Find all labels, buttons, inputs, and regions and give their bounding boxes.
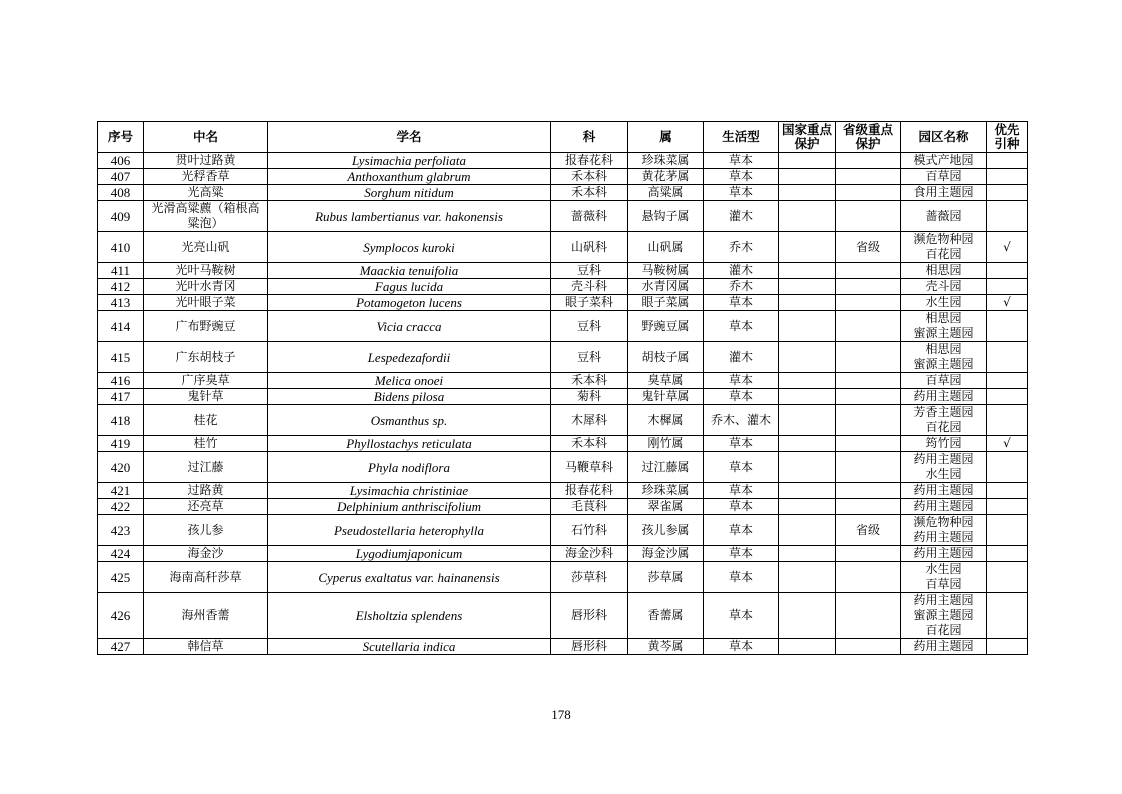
cell-scientific-name: Maackia tenuifolia (268, 263, 551, 279)
cell-life-form: 草本 (704, 546, 779, 562)
cell-scientific-name: Rubus lambertianus var. hakonensis (268, 201, 551, 232)
park-name: 药用主题园 (913, 530, 974, 544)
cell-national-protection (779, 593, 836, 639)
cell-number: 410 (98, 232, 144, 263)
table-row (98, 452, 1028, 483)
cell-family: 豆科 (551, 311, 628, 342)
cell-life-form: 草本 (704, 295, 779, 311)
cell-genus: 山矾属 (628, 232, 704, 263)
park-name: 濒危物种园 (913, 515, 974, 529)
cell-number: 412 (98, 279, 144, 295)
cell-park-name (901, 499, 987, 515)
table-row (98, 311, 1028, 342)
cell-chinese-name: 光稃香草 (144, 169, 268, 185)
cell-national-protection (779, 153, 836, 169)
cell-number: 419 (98, 436, 144, 452)
cell-national-protection (779, 295, 836, 311)
park-name: 百草园 (925, 169, 962, 183)
cell-life-form: 草本 (704, 562, 779, 593)
cell-number: 425 (98, 562, 144, 593)
table-row (98, 201, 1028, 232)
cell-park-name (901, 389, 987, 405)
cell-family: 山矾科 (551, 232, 628, 263)
park-name: 百草园 (925, 577, 962, 591)
cell-park-name (901, 405, 987, 436)
table-row (98, 153, 1028, 169)
cell-number: 421 (98, 483, 144, 499)
table-row (98, 373, 1028, 389)
cell-chinese-name: 孩儿参 (144, 515, 268, 546)
cell-chinese-name: 过江藤 (144, 452, 268, 483)
cell-priority (987, 201, 1028, 232)
cell-chinese-name: 光叶水青冈 (144, 279, 268, 295)
table-row (98, 263, 1028, 279)
cell-scientific-name: Cyperus exaltatus var. hainanensis (268, 562, 551, 593)
park-name: 水生园 (925, 467, 962, 481)
cell-chinese-name: 光叶眼子菜 (144, 295, 268, 311)
cell-national-protection (779, 169, 836, 185)
cell-family: 海金沙科 (551, 546, 628, 562)
cell-priority (987, 169, 1028, 185)
cell-chinese-name: 韩信草 (144, 639, 268, 655)
park-name: 蔷薇园 (925, 208, 962, 223)
cell-priority: √ (987, 436, 1028, 452)
cell-genus: 过江藤属 (628, 452, 704, 483)
table-row (98, 639, 1028, 655)
cell-scientific-name: Phyllostachys reticulata (268, 436, 551, 452)
cell-national-protection (779, 639, 836, 655)
table-row (98, 232, 1028, 263)
header-park-name: 园区名称 (901, 122, 987, 153)
cell-provincial-protection (836, 169, 901, 185)
cell-family: 禾本科 (551, 169, 628, 185)
cell-park-name (901, 279, 987, 295)
cell-park-name (901, 373, 987, 389)
park-name: 濒危物种园 (913, 232, 974, 246)
cell-chinese-name: 贯叶过路黄 (144, 153, 268, 169)
cell-scientific-name: Elsholtzia splendens (268, 593, 551, 639)
cell-provincial-protection (836, 373, 901, 389)
cell-number: 423 (98, 515, 144, 546)
park-name: 模式产地园 (913, 153, 974, 167)
park-name: 相思园 (925, 263, 962, 277)
cell-priority (987, 185, 1028, 201)
table-row (98, 405, 1028, 436)
cell-scientific-name: Symplocos kuroki (268, 232, 551, 263)
cell-chinese-name: 光高粱 (144, 185, 268, 201)
cell-park-name (901, 232, 987, 263)
cell-chinese-name: 海南高秆莎草 (144, 562, 268, 593)
cell-provincial-protection (836, 452, 901, 483)
cell-national-protection (779, 405, 836, 436)
header-life-form: 生活型 (704, 122, 779, 153)
cell-park-name (901, 436, 987, 452)
cell-genus: 野豌豆属 (628, 311, 704, 342)
cell-provincial-protection (836, 311, 901, 342)
cell-scientific-name: Lygodiumjaponicum (268, 546, 551, 562)
park-name: 相思园 (925, 342, 962, 356)
park-name: 食用主题园 (913, 185, 974, 199)
cell-genus: 香薷属 (628, 593, 704, 639)
cell-life-form: 草本 (704, 499, 779, 515)
cell-chinese-name: 光叶马鞍树 (144, 263, 268, 279)
cell-genus: 木樨属 (628, 405, 704, 436)
cell-number: 417 (98, 389, 144, 405)
cell-genus: 水青冈属 (628, 279, 704, 295)
cell-provincial-protection (836, 153, 901, 169)
park-name: 蜜源主题园 (913, 357, 974, 371)
cell-life-form: 草本 (704, 593, 779, 639)
cell-life-form: 草本 (704, 169, 779, 185)
cell-priority (987, 311, 1028, 342)
cell-park-name (901, 295, 987, 311)
cell-chinese-name: 广布野豌豆 (144, 311, 268, 342)
cell-priority (987, 593, 1028, 639)
cell-provincial-protection (836, 263, 901, 279)
cell-family: 壳斗科 (551, 279, 628, 295)
park-name: 药用主题园 (913, 639, 974, 653)
park-name: 水生园 (925, 562, 962, 576)
cell-genus: 高粱属 (628, 185, 704, 201)
cell-provincial-protection (836, 436, 901, 452)
cell-genus: 胡枝子属 (628, 342, 704, 373)
cell-scientific-name: Phyla nodiflora (268, 452, 551, 483)
cell-chinese-name: 广序臭草 (144, 373, 268, 389)
cell-chinese-name: 海州香薷 (144, 593, 268, 639)
table-row (98, 499, 1028, 515)
cell-life-form: 草本 (704, 389, 779, 405)
cell-park-name (901, 342, 987, 373)
park-name: 百草园 (925, 373, 962, 387)
cell-priority (987, 546, 1028, 562)
cell-park-name (901, 311, 987, 342)
park-name: 蜜源主题园 (913, 326, 974, 340)
cell-genus: 眼子菜属 (628, 295, 704, 311)
cell-national-protection (779, 562, 836, 593)
cell-life-form: 草本 (704, 153, 779, 169)
cell-genus: 鬼针草属 (628, 389, 704, 405)
cell-number: 406 (98, 153, 144, 169)
cell-life-form: 草本 (704, 436, 779, 452)
cell-scientific-name: Lespedezafordii (268, 342, 551, 373)
cell-park-name (901, 639, 987, 655)
cell-family: 豆科 (551, 342, 628, 373)
cell-number: 415 (98, 342, 144, 373)
cell-park-name (901, 515, 987, 546)
park-name: 蜜源主题园 (913, 608, 974, 622)
cell-life-form: 乔木 (704, 232, 779, 263)
cell-family: 豆科 (551, 263, 628, 279)
cell-scientific-name: Vicia cracca (268, 311, 551, 342)
cell-national-protection (779, 232, 836, 263)
cell-life-form: 草本 (704, 373, 779, 389)
cell-family: 蔷薇科 (551, 201, 628, 232)
cell-life-form: 灌木 (704, 263, 779, 279)
cell-life-form: 草本 (704, 483, 779, 499)
cell-number: 426 (98, 593, 144, 639)
cell-family: 报春花科 (551, 153, 628, 169)
table-row (98, 342, 1028, 373)
park-name: 药用主题园 (913, 483, 974, 497)
header-genus: 属 (628, 122, 704, 153)
cell-park-name (901, 201, 987, 232)
cell-park-name (901, 263, 987, 279)
cell-genus: 刚竹属 (628, 436, 704, 452)
park-name: 百花园 (925, 247, 962, 261)
cell-number: 424 (98, 546, 144, 562)
cell-park-name (901, 169, 987, 185)
cell-provincial-protection (836, 639, 901, 655)
cell-provincial-protection (836, 593, 901, 639)
cell-life-form: 草本 (704, 452, 779, 483)
cell-number: 427 (98, 639, 144, 655)
table-row (98, 279, 1028, 295)
park-name: 筠竹园 (925, 436, 962, 450)
cell-life-form: 灌木 (704, 201, 779, 232)
cell-priority: √ (987, 232, 1028, 263)
cell-number: 413 (98, 295, 144, 311)
cell-family: 唇形科 (551, 593, 628, 639)
cell-genus: 黄芩属 (628, 639, 704, 655)
cell-priority: √ (987, 295, 1028, 311)
table-header-row (98, 122, 1028, 153)
cell-park-name (901, 593, 987, 639)
cell-scientific-name: Potamogeton lucens (268, 295, 551, 311)
park-name: 药用主题园 (913, 546, 974, 560)
cell-life-form: 灌木 (704, 342, 779, 373)
cell-scientific-name: Delphinium anthriscifolium (268, 499, 551, 515)
cell-provincial-protection (836, 201, 901, 232)
cell-national-protection (779, 515, 836, 546)
cell-genus: 孩儿参属 (628, 515, 704, 546)
cell-national-protection (779, 201, 836, 232)
table-row (98, 515, 1028, 546)
cell-priority (987, 562, 1028, 593)
cell-chinese-name: 桂竹 (144, 436, 268, 452)
cell-scientific-name: Bidens pilosa (268, 389, 551, 405)
park-name: 百花园 (925, 623, 962, 637)
cell-national-protection (779, 389, 836, 405)
header-provincial-protection: 省级重点保护 (836, 122, 901, 153)
cell-number: 407 (98, 169, 144, 185)
cell-scientific-name: Fagus lucida (268, 279, 551, 295)
header-national-protection: 国家重点保护 (779, 122, 836, 153)
table-row (98, 593, 1028, 639)
cell-priority (987, 452, 1028, 483)
header-scientific-name: 学名 (268, 122, 551, 153)
cell-family: 报春花科 (551, 483, 628, 499)
cell-family: 木犀科 (551, 405, 628, 436)
table-row (98, 546, 1028, 562)
cell-park-name (901, 153, 987, 169)
park-name: 药用主题园 (913, 389, 974, 403)
cell-park-name (901, 185, 987, 201)
cell-national-protection (779, 452, 836, 483)
cell-life-form: 乔木、灌木 (704, 405, 779, 436)
cell-chinese-name: 鬼针草 (144, 389, 268, 405)
plant-table (97, 121, 1028, 655)
cell-chinese-name: 海金沙 (144, 546, 268, 562)
cell-family: 禾本科 (551, 373, 628, 389)
cell-park-name (901, 546, 987, 562)
table-row (98, 389, 1028, 405)
cell-genus: 臭草属 (628, 373, 704, 389)
cell-provincial-protection (836, 546, 901, 562)
cell-national-protection (779, 263, 836, 279)
cell-number: 418 (98, 405, 144, 436)
cell-provincial-protection (836, 342, 901, 373)
cell-family: 马鞭草科 (551, 452, 628, 483)
cell-number: 409 (98, 201, 144, 232)
cell-chinese-name: 光亮山矾 (144, 232, 268, 263)
cell-genus: 翠雀属 (628, 499, 704, 515)
cell-scientific-name: Sorghum nitidum (268, 185, 551, 201)
cell-priority (987, 153, 1028, 169)
cell-number: 408 (98, 185, 144, 201)
cell-priority (987, 405, 1028, 436)
header-family: 科 (551, 122, 628, 153)
cell-life-form: 草本 (704, 311, 779, 342)
cell-family: 菊科 (551, 389, 628, 405)
park-name: 水生园 (925, 295, 962, 309)
cell-priority (987, 373, 1028, 389)
table-row (98, 562, 1028, 593)
cell-priority (987, 639, 1028, 655)
cell-scientific-name: Lysimachia christiniae (268, 483, 551, 499)
cell-priority (987, 483, 1028, 499)
table-row (98, 169, 1028, 185)
cell-chinese-name: 过路黄 (144, 483, 268, 499)
cell-life-form: 草本 (704, 639, 779, 655)
cell-scientific-name: Lysimachia perfoliata (268, 153, 551, 169)
park-name: 药用主题园 (913, 593, 974, 607)
cell-national-protection (779, 279, 836, 295)
cell-family: 石竹科 (551, 515, 628, 546)
cell-scientific-name: Osmanthus sp. (268, 405, 551, 436)
cell-national-protection (779, 373, 836, 389)
table-row (98, 483, 1028, 499)
park-name: 百花园 (925, 420, 962, 434)
cell-provincial-protection (836, 389, 901, 405)
cell-national-protection (779, 483, 836, 499)
cell-life-form: 草本 (704, 185, 779, 201)
cell-provincial-protection: 省级 (836, 232, 901, 263)
cell-chinese-name: 光滑高粱藨（箱根高粱泡） (144, 201, 268, 232)
cell-number: 420 (98, 452, 144, 483)
cell-scientific-name: Scutellaria indica (268, 639, 551, 655)
header-chinese-name: 中名 (144, 122, 268, 153)
cell-priority (987, 499, 1028, 515)
cell-number: 414 (98, 311, 144, 342)
cell-provincial-protection (836, 562, 901, 593)
cell-chinese-name: 广东胡枝子 (144, 342, 268, 373)
cell-family: 毛茛科 (551, 499, 628, 515)
cell-genus: 马鞍树属 (628, 263, 704, 279)
header-priority: 优先引种 (987, 122, 1028, 153)
cell-priority (987, 279, 1028, 295)
cell-provincial-protection (836, 185, 901, 201)
cell-family: 眼子菜科 (551, 295, 628, 311)
park-name: 芳香主题园 (913, 405, 974, 419)
cell-chinese-name: 还亮草 (144, 499, 268, 515)
cell-family: 莎草科 (551, 562, 628, 593)
cell-genus: 海金沙属 (628, 546, 704, 562)
cell-life-form: 乔木 (704, 279, 779, 295)
cell-genus: 悬钩子属 (628, 201, 704, 232)
cell-scientific-name: Melica onoei (268, 373, 551, 389)
cell-chinese-name: 桂花 (144, 405, 268, 436)
cell-scientific-name: Pseudostellaria heterophylla (268, 515, 551, 546)
cell-national-protection (779, 546, 836, 562)
cell-provincial-protection (836, 279, 901, 295)
cell-genus: 黄花茅属 (628, 169, 704, 185)
cell-national-protection (779, 499, 836, 515)
cell-family: 唇形科 (551, 639, 628, 655)
cell-provincial-protection (836, 499, 901, 515)
header-number: 序号 (98, 122, 144, 153)
park-name: 药用主题园 (913, 499, 974, 513)
cell-provincial-protection (836, 295, 901, 311)
cell-number: 416 (98, 373, 144, 389)
cell-family: 禾本科 (551, 436, 628, 452)
cell-family: 禾本科 (551, 185, 628, 201)
table-row (98, 295, 1028, 311)
cell-priority (987, 263, 1028, 279)
table-row (98, 436, 1028, 452)
cell-scientific-name: Anthoxanthum glabrum (268, 169, 551, 185)
cell-priority (987, 389, 1028, 405)
cell-national-protection (779, 185, 836, 201)
cell-priority (987, 515, 1028, 546)
cell-number: 411 (98, 263, 144, 279)
cell-genus: 珍珠菜属 (628, 153, 704, 169)
cell-genus: 珍珠菜属 (628, 483, 704, 499)
cell-provincial-protection (836, 405, 901, 436)
park-name: 相思园 (925, 311, 962, 325)
page-number: 178 (551, 707, 571, 722)
cell-number: 422 (98, 499, 144, 515)
cell-genus: 莎草属 (628, 562, 704, 593)
cell-park-name (901, 452, 987, 483)
cell-priority (987, 342, 1028, 373)
cell-national-protection (779, 436, 836, 452)
cell-national-protection (779, 311, 836, 342)
cell-life-form: 草本 (704, 515, 779, 546)
cell-provincial-protection: 省级 (836, 515, 901, 546)
cell-national-protection (779, 342, 836, 373)
cell-provincial-protection (836, 483, 901, 499)
cell-park-name (901, 562, 987, 593)
park-name: 壳斗园 (925, 279, 962, 293)
park-name: 药用主题园 (913, 452, 974, 466)
cell-park-name (901, 483, 987, 499)
table-row (98, 185, 1028, 201)
